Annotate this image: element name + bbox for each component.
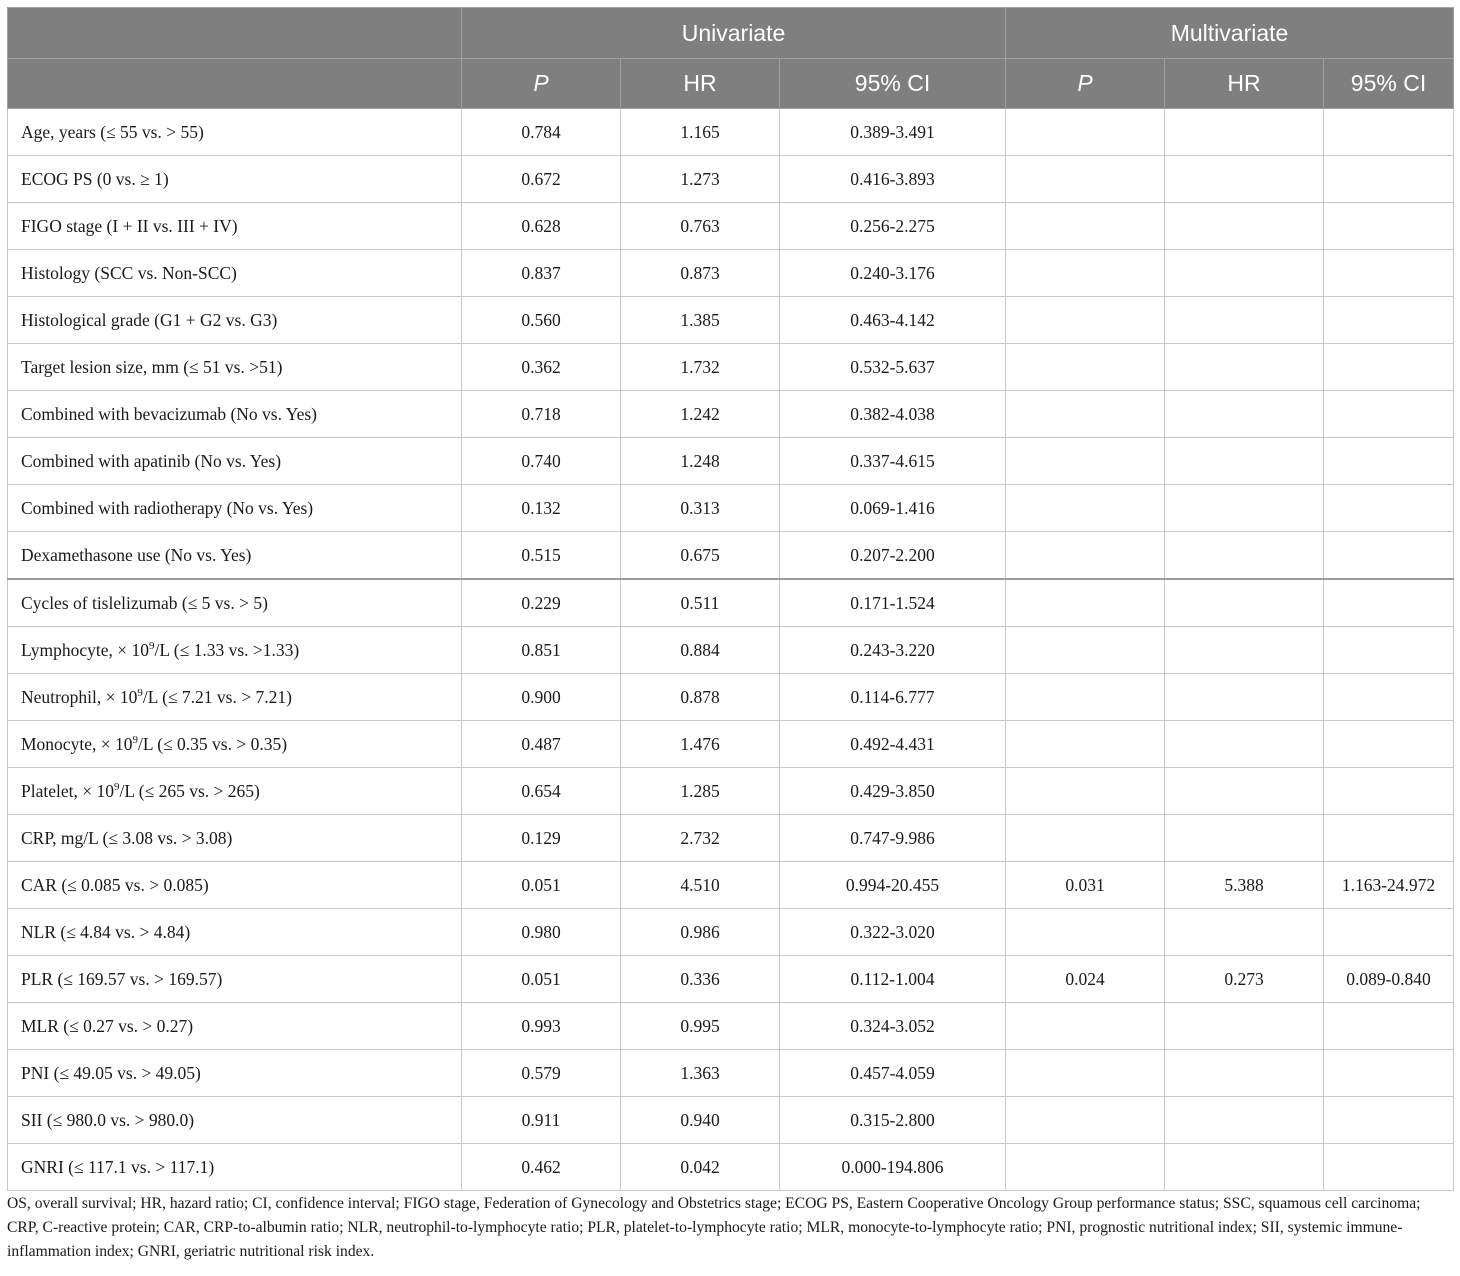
cell-u-ci: 0.324-3.052 bbox=[780, 1003, 1006, 1050]
cell-u-ci: 0.457-4.059 bbox=[780, 1050, 1006, 1097]
table-row bbox=[8, 156, 1454, 203]
header-multivariate: Multivariate bbox=[1006, 8, 1454, 59]
cell-m-p bbox=[1006, 674, 1165, 721]
cell-m-ci bbox=[1324, 391, 1454, 438]
row-label: Combined with radiotherapy (No vs. Yes) bbox=[8, 485, 462, 532]
cell-u-hr: 2.732 bbox=[621, 815, 780, 862]
cell-u-hr: 1.242 bbox=[621, 391, 780, 438]
table-row bbox=[8, 1144, 1454, 1191]
row-label: Histology (SCC vs. Non-SCC) bbox=[8, 250, 462, 297]
cell-u-hr: 0.336 bbox=[621, 956, 780, 1003]
cell-m-p bbox=[1006, 1097, 1165, 1144]
header-univariate: Univariate bbox=[462, 8, 1006, 59]
cell-u-ci: 0.114-6.777 bbox=[780, 674, 1006, 721]
cell-m-hr bbox=[1165, 344, 1324, 391]
cell-u-hr: 1.248 bbox=[621, 438, 780, 485]
cell-u-hr: 0.995 bbox=[621, 1003, 780, 1050]
cell-m-p bbox=[1006, 1144, 1165, 1191]
cell-u-p: 0.672 bbox=[462, 156, 621, 203]
row-label-text: /L (≤ 7.21 vs. > 7.21) bbox=[142, 686, 292, 707]
cell-u-ci: 0.322-3.020 bbox=[780, 909, 1006, 956]
cell-u-p: 0.718 bbox=[462, 391, 621, 438]
cell-u-ci: 0.532-5.637 bbox=[780, 344, 1006, 391]
table-container bbox=[7, 7, 1453, 1191]
cell-m-ci bbox=[1324, 297, 1454, 344]
cell-u-hr: 0.884 bbox=[621, 627, 780, 674]
row-label-text: /L (≤ 0.35 vs. > 0.35) bbox=[137, 733, 288, 754]
cell-m-ci bbox=[1324, 344, 1454, 391]
row-label bbox=[8, 768, 462, 815]
header-blank bbox=[8, 8, 462, 59]
cell-u-hr: 0.313 bbox=[621, 485, 780, 532]
table-row bbox=[8, 721, 1454, 768]
cell-u-ci: 0.112-1.004 bbox=[780, 956, 1006, 1003]
cell-m-hr bbox=[1165, 532, 1324, 580]
cell-m-p bbox=[1006, 438, 1165, 485]
table-row bbox=[8, 203, 1454, 250]
cell-m-p bbox=[1006, 627, 1165, 674]
row-label: Dexamethasone use (No vs. Yes) bbox=[8, 532, 462, 580]
cell-m-hr bbox=[1165, 1097, 1324, 1144]
cell-m-hr bbox=[1165, 1003, 1324, 1050]
cell-u-hr: 0.042 bbox=[621, 1144, 780, 1191]
cell-m-hr bbox=[1165, 627, 1324, 674]
cell-m-ci bbox=[1324, 1097, 1454, 1144]
cell-u-ci: 0.382-4.038 bbox=[780, 391, 1006, 438]
cell-u-p: 0.515 bbox=[462, 532, 621, 580]
cell-m-p bbox=[1006, 485, 1165, 532]
cell-m-hr bbox=[1165, 909, 1324, 956]
cell-u-hr: 0.940 bbox=[621, 1097, 780, 1144]
table-row bbox=[8, 956, 1454, 1003]
row-label: GNRI (≤ 117.1 vs. > 117.1) bbox=[8, 1144, 462, 1191]
cell-m-p bbox=[1006, 109, 1165, 156]
cell-m-hr bbox=[1165, 674, 1324, 721]
cell-u-p: 0.740 bbox=[462, 438, 621, 485]
row-label-text: /L (≤ 265 vs. > 265) bbox=[119, 780, 260, 801]
row-label-superscript: 9 bbox=[132, 733, 138, 746]
table-row bbox=[8, 674, 1454, 721]
cell-u-ci: 0.315-2.800 bbox=[780, 1097, 1006, 1144]
cell-m-hr bbox=[1165, 391, 1324, 438]
cell-m-ci bbox=[1324, 815, 1454, 862]
row-label: SII (≤ 980.0 vs. > 980.0) bbox=[8, 1097, 462, 1144]
cell-u-ci: 0.207-2.200 bbox=[780, 532, 1006, 580]
cell-m-hr bbox=[1165, 203, 1324, 250]
table-row bbox=[8, 579, 1454, 627]
cell-m-p bbox=[1006, 532, 1165, 580]
table-row bbox=[8, 1097, 1454, 1144]
cell-u-ci: 0.994-20.455 bbox=[780, 862, 1006, 909]
cell-m-hr: 0.273 bbox=[1165, 956, 1324, 1003]
cell-u-ci: 0.256-2.275 bbox=[780, 203, 1006, 250]
cell-m-ci bbox=[1324, 485, 1454, 532]
row-label: Histological grade (G1 + G2 vs. G3) bbox=[8, 297, 462, 344]
cell-m-hr bbox=[1165, 721, 1324, 768]
cox-regression-table bbox=[7, 7, 1454, 1191]
cell-u-p: 0.462 bbox=[462, 1144, 621, 1191]
header-blank-2 bbox=[8, 59, 462, 109]
cell-m-ci bbox=[1324, 438, 1454, 485]
cell-u-p: 0.051 bbox=[462, 956, 621, 1003]
cell-u-p: 0.560 bbox=[462, 297, 621, 344]
cell-m-hr bbox=[1165, 438, 1324, 485]
cell-m-p bbox=[1006, 344, 1165, 391]
cell-m-p bbox=[1006, 721, 1165, 768]
row-label-text: Monocyte, × 10 bbox=[21, 733, 133, 754]
row-label bbox=[8, 674, 462, 721]
cell-u-p: 0.628 bbox=[462, 203, 621, 250]
cell-u-hr: 4.510 bbox=[621, 862, 780, 909]
col-multivariate-ci: 95% CI bbox=[1324, 59, 1454, 109]
cell-m-p: 0.031 bbox=[1006, 862, 1165, 909]
cell-u-hr: 1.385 bbox=[621, 297, 780, 344]
cell-m-ci bbox=[1324, 674, 1454, 721]
cell-m-p bbox=[1006, 297, 1165, 344]
cell-u-ci: 0.337-4.615 bbox=[780, 438, 1006, 485]
col-univariate-p: P bbox=[462, 59, 621, 109]
row-label: Age, years (≤ 55 vs. > 55) bbox=[8, 109, 462, 156]
cell-u-p: 0.362 bbox=[462, 344, 621, 391]
cell-m-hr bbox=[1165, 815, 1324, 862]
table-row bbox=[8, 862, 1454, 909]
row-label-text: Neutrophil, × 10 bbox=[21, 686, 138, 707]
cell-u-p: 0.993 bbox=[462, 1003, 621, 1050]
cell-m-ci bbox=[1324, 627, 1454, 674]
col-univariate-ci: 95% CI bbox=[780, 59, 1006, 109]
cell-u-p: 0.837 bbox=[462, 250, 621, 297]
col-multivariate-hr: HR bbox=[1165, 59, 1324, 109]
cell-u-hr: 1.476 bbox=[621, 721, 780, 768]
cell-m-hr bbox=[1165, 1050, 1324, 1097]
cell-u-p: 0.129 bbox=[462, 815, 621, 862]
table-row bbox=[8, 485, 1454, 532]
cell-u-hr: 1.732 bbox=[621, 344, 780, 391]
cell-m-ci bbox=[1324, 1003, 1454, 1050]
row-label: Combined with bevacizumab (No vs. Yes) bbox=[8, 391, 462, 438]
cell-m-p bbox=[1006, 1050, 1165, 1097]
row-label: Combined with apatinib (No vs. Yes) bbox=[8, 438, 462, 485]
cell-u-ci: 0.463-4.142 bbox=[780, 297, 1006, 344]
table-row bbox=[8, 627, 1454, 674]
cell-m-p bbox=[1006, 391, 1165, 438]
cell-m-ci bbox=[1324, 156, 1454, 203]
table-row bbox=[8, 815, 1454, 862]
cell-u-ci: 0.069-1.416 bbox=[780, 485, 1006, 532]
col-univariate-hr: HR bbox=[621, 59, 780, 109]
table-row bbox=[8, 344, 1454, 391]
cell-m-ci bbox=[1324, 1050, 1454, 1097]
row-label bbox=[8, 627, 462, 674]
cell-m-p bbox=[1006, 768, 1165, 815]
cell-u-ci: 0.240-3.176 bbox=[780, 250, 1006, 297]
cell-m-ci bbox=[1324, 532, 1454, 580]
table-body bbox=[8, 109, 1454, 1191]
cell-m-p bbox=[1006, 909, 1165, 956]
cell-u-hr: 1.363 bbox=[621, 1050, 780, 1097]
cell-m-p bbox=[1006, 156, 1165, 203]
row-label: MLR (≤ 0.27 vs. > 0.27) bbox=[8, 1003, 462, 1050]
row-label bbox=[8, 721, 462, 768]
cell-u-hr: 0.873 bbox=[621, 250, 780, 297]
cell-u-p: 0.851 bbox=[462, 627, 621, 674]
table-footnote: OS, overall survival; HR, hazard ratio; CI, confidence interval; FIGO stage, Federation of Gynecology and Obstetrics stage; ECOG PS, Eastern Cooperative Oncology Group performance status; SSC, squamous cell carcinoma; CRP, C-reactive protein; CAR, CRP-to-albumin ratio; NLR, neutrophil-to-lymphocyte ratio; PLR, platelet-to-lymphocyte ratio; MLR, monocyte-to-lymphocyte ratio; PNI, prognostic nutritional index; SII, systemic immune-inflammation index; GNRI, geriatric nutritional risk index. bbox=[7, 1195, 1421, 1260]
row-label: ECOG PS (0 vs. ≥ 1) bbox=[8, 156, 462, 203]
cell-u-hr: 1.165 bbox=[621, 109, 780, 156]
cell-m-ci bbox=[1324, 1144, 1454, 1191]
table-row bbox=[8, 532, 1454, 580]
cell-m-hr bbox=[1165, 579, 1324, 627]
row-label-text: /L (≤ 1.33 vs. >1.33) bbox=[154, 639, 300, 660]
row-label-text: Lymphocyte, × 10 bbox=[21, 639, 149, 660]
cell-m-ci bbox=[1324, 250, 1454, 297]
cell-u-p: 0.229 bbox=[462, 579, 621, 627]
table-row bbox=[8, 1050, 1454, 1097]
cell-m-p: 0.024 bbox=[1006, 956, 1165, 1003]
cell-m-ci bbox=[1324, 579, 1454, 627]
cell-m-hr bbox=[1165, 156, 1324, 203]
cell-u-ci: 0.243-3.220 bbox=[780, 627, 1006, 674]
cell-u-p: 0.579 bbox=[462, 1050, 621, 1097]
cell-u-ci: 0.429-3.850 bbox=[780, 768, 1006, 815]
cell-u-ci: 0.000-194.806 bbox=[780, 1144, 1006, 1191]
cell-m-ci bbox=[1324, 721, 1454, 768]
row-label: PNI (≤ 49.05 vs. > 49.05) bbox=[8, 1050, 462, 1097]
table-row bbox=[8, 109, 1454, 156]
row-label-text: Platelet, × 10 bbox=[21, 780, 114, 801]
table-row bbox=[8, 297, 1454, 344]
table-row bbox=[8, 909, 1454, 956]
cell-m-ci bbox=[1324, 109, 1454, 156]
cell-m-p bbox=[1006, 250, 1165, 297]
cell-m-ci: 1.163-24.972 bbox=[1324, 862, 1454, 909]
table-row bbox=[8, 768, 1454, 815]
row-label: NLR (≤ 4.84 vs. > 4.84) bbox=[8, 909, 462, 956]
cell-m-hr bbox=[1165, 1144, 1324, 1191]
table-row bbox=[8, 1003, 1454, 1050]
cell-u-ci: 0.171-1.524 bbox=[780, 579, 1006, 627]
cell-u-hr: 1.273 bbox=[621, 156, 780, 203]
cell-m-ci bbox=[1324, 768, 1454, 815]
table-row bbox=[8, 391, 1454, 438]
cell-u-p: 0.132 bbox=[462, 485, 621, 532]
cell-m-p bbox=[1006, 815, 1165, 862]
cell-m-hr bbox=[1165, 297, 1324, 344]
cell-u-ci: 0.416-3.893 bbox=[780, 156, 1006, 203]
cell-m-ci bbox=[1324, 909, 1454, 956]
row-label-superscript: 9 bbox=[113, 780, 120, 793]
table-row bbox=[8, 250, 1454, 297]
cell-m-hr bbox=[1165, 485, 1324, 532]
row-label: CRP, mg/L (≤ 3.08 vs. > 3.08) bbox=[8, 815, 462, 862]
cell-u-ci: 0.492-4.431 bbox=[780, 721, 1006, 768]
cell-u-hr: 0.986 bbox=[621, 909, 780, 956]
cell-m-hr bbox=[1165, 768, 1324, 815]
cell-u-ci: 0.747-9.986 bbox=[780, 815, 1006, 862]
cell-m-ci: 0.089-0.840 bbox=[1324, 956, 1454, 1003]
cell-u-p: 0.980 bbox=[462, 909, 621, 956]
row-label-superscript: 9 bbox=[137, 686, 143, 699]
cell-u-p: 0.911 bbox=[462, 1097, 621, 1144]
cell-u-hr: 0.511 bbox=[621, 579, 780, 627]
cell-u-p: 0.051 bbox=[462, 862, 621, 909]
row-label: FIGO stage (I + II vs. III + IV) bbox=[8, 203, 462, 250]
cell-m-ci bbox=[1324, 203, 1454, 250]
cell-m-hr bbox=[1165, 250, 1324, 297]
cell-u-p: 0.654 bbox=[462, 768, 621, 815]
cell-m-hr bbox=[1165, 109, 1324, 156]
cell-m-p bbox=[1006, 203, 1165, 250]
cell-u-hr: 0.763 bbox=[621, 203, 780, 250]
col-multivariate-p: P bbox=[1006, 59, 1165, 109]
cell-u-ci: 0.389-3.491 bbox=[780, 109, 1006, 156]
row-label: CAR (≤ 0.085 vs. > 0.085) bbox=[8, 862, 462, 909]
cell-m-p bbox=[1006, 1003, 1165, 1050]
cell-m-p bbox=[1006, 579, 1165, 627]
cell-m-hr: 5.388 bbox=[1165, 862, 1324, 909]
cell-u-hr: 0.675 bbox=[621, 532, 780, 580]
cell-u-p: 0.784 bbox=[462, 109, 621, 156]
cell-u-hr: 1.285 bbox=[621, 768, 780, 815]
cell-u-p: 0.487 bbox=[462, 721, 621, 768]
row-label-superscript: 9 bbox=[148, 639, 155, 652]
row-label: PLR (≤ 169.57 vs. > 169.57) bbox=[8, 956, 462, 1003]
table-row bbox=[8, 438, 1454, 485]
row-label: Cycles of tislelizumab (≤ 5 vs. > 5) bbox=[8, 579, 462, 627]
cell-u-p: 0.900 bbox=[462, 674, 621, 721]
row-label: Target lesion size, mm (≤ 51 vs. >51) bbox=[8, 344, 462, 391]
cell-u-hr: 0.878 bbox=[621, 674, 780, 721]
